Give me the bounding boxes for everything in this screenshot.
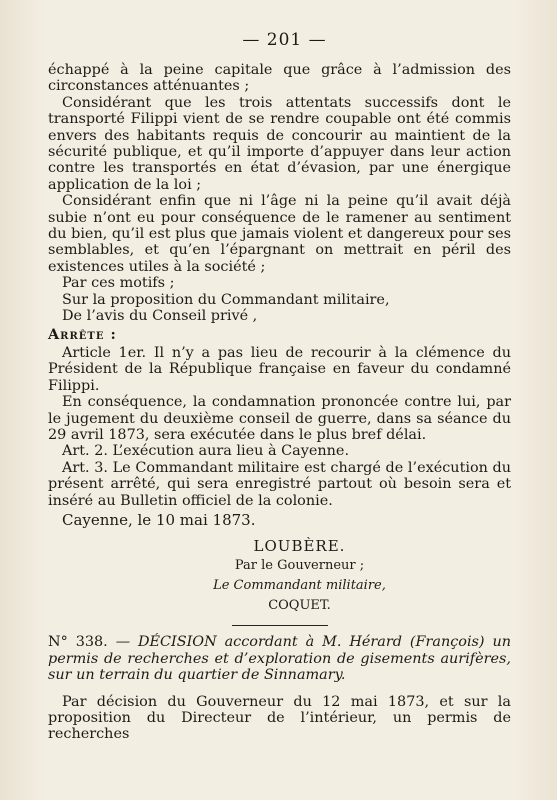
countersignatory: COQUET. — [268, 598, 331, 614]
signature-block — [48, 536, 511, 616]
paragraph: Sur la proposition du Commandant militaire, — [62, 291, 390, 308]
paragraph: échappé à la peine capitale que grâce à l’admission des circonstances atténuantes ; — [48, 62, 511, 95]
signatory-title: Le Commandant militaire, — [213, 578, 386, 594]
decision-title: — DÉCISION accordant à M. Hérard (François) un permis de recherches et d’exploration de gisements aurifères, sur un terrain du quartier de Sinnamary. — [48, 634, 512, 684]
signatory-name: LOUBÈRE. — [253, 537, 346, 556]
decree-label: Arrête : — [48, 325, 117, 343]
decision-section — [48, 634, 511, 742]
decree-body — [48, 62, 511, 528]
by-governor: Par le Gouverneur ; — [234, 558, 365, 574]
paragraph: En conséquence, la condamnation prononcée contre lui, par le jugement du deuxième conseil de guerre, dans sa séance du 29 avril 1873, sera exécutée dans le plus bref délai. — [48, 394, 511, 443]
paragraph: Par ces motifs ; — [62, 275, 175, 292]
paragraph: Considérant que les trois attentats successifs dont le transporté Filippi vient de se rendre coupable ont été commis envers des habitants requis de concourir au maintient de la sécurité publique, et qu’il importe d’appuyer dans leur action contre les transportés en état d’évasion, par une énergique application de la loi ; — [48, 94, 511, 193]
page-number: — 201 — — [242, 30, 327, 50]
article-3: Art. 3. Le Commandant militaire est chargé de l’exécution du présent arrêté, qui sera enregistré partout où besoin sera et inséré au Bulletin officiel de la colonie. — [48, 459, 511, 509]
article-2: Art. 2. L’exécution aura lieu à Cayenne. — [62, 443, 350, 460]
place-date: Cayenne, le 10 mai 1873. — [62, 510, 256, 529]
section-divider — [232, 625, 328, 626]
paragraph: Considérant enfin que ni l’âge ni la peine qu’il avait déjà subie n’ont eu pour conséquence de le ramener au sentiment du bien, qu’il est plus que jamais violent et dangereux pour ses semblables, et qu’en l’épargnant on mettrait en péril des existences utiles à la société ; — [48, 193, 511, 275]
paragraph: De l’avis du Conseil privé , — [62, 308, 258, 325]
decision-heading — [48, 634, 511, 683]
decision-text: Par décision du Gouverneur du 12 mai 1873, et sur la proposition du Directeur de l’intérieur, un permis de recherches — [48, 693, 511, 743]
decision-number: N° 338. — [48, 634, 108, 651]
article-1: Article 1er. Il n’y a pas lieu de recourir à la clémence du Président de la République française en faveur du condamné Filippi. — [48, 344, 511, 394]
